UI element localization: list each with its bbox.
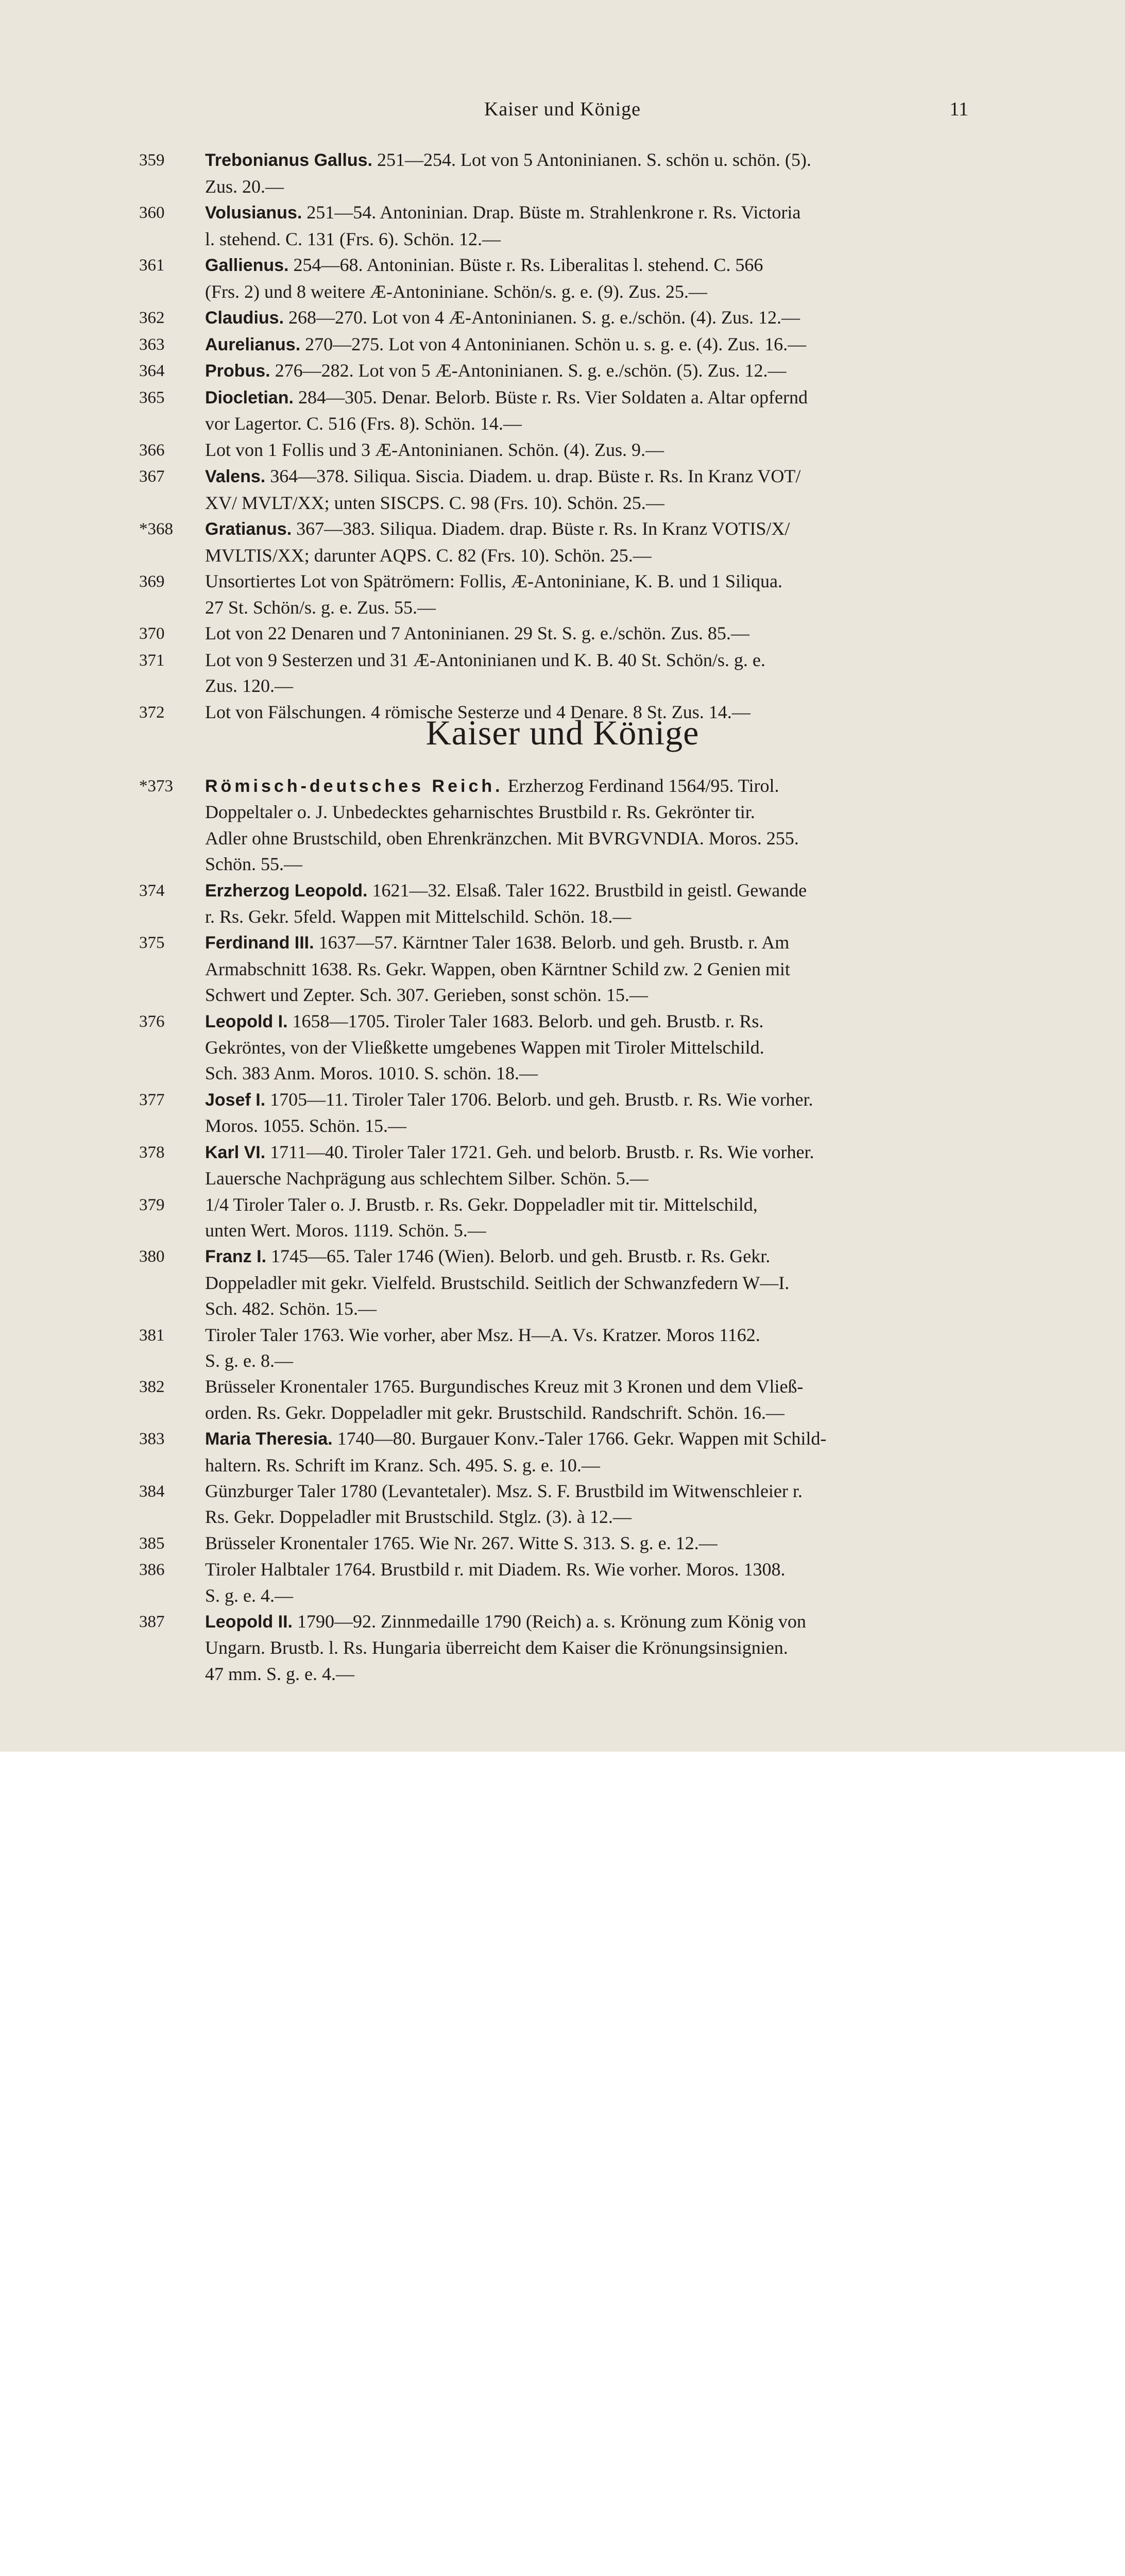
lot-description [205, 929, 953, 1008]
ruler-heading: Leopold II. [205, 1612, 293, 1632]
description-text: 1/4 Tiroler Taler o. J. Brustb. r. Rs. Gekr. Doppeladler mit tir. Mittelschild, [205, 1194, 758, 1215]
description-text: 276—282. Lot von 5 Æ-Antoninianen. S. g. e./schön. (5). Zus. 12.— [275, 360, 787, 381]
catalog-entries-before-section [139, 147, 953, 725]
description-text: Lot von 22 Denaren und 7 Antoninianen. 29 St. S. g. e./schön. Zus. 85.— [205, 623, 749, 643]
description-line [205, 1008, 953, 1035]
lot-entry [139, 1608, 953, 1687]
lot-entry [139, 304, 953, 331]
lot-entry [139, 773, 953, 877]
lot-number: 374 [139, 881, 165, 900]
lot-entry [139, 252, 953, 304]
ruler-heading: Josef I. [205, 1090, 266, 1110]
lot-number: 376 [139, 1012, 165, 1031]
page-number: 11 [949, 98, 968, 120]
lot-entry [139, 358, 953, 384]
description-line: haltern. Rs. Schrift im Kranz. Sch. 495. S. g. e. 10.— [205, 1454, 600, 1476]
description-line: Sch. 482. Schön. 15.— [205, 1298, 377, 1319]
description-line: Sch. 383 Anm. Moros. 1010. S. schön. 18.— [205, 1063, 538, 1084]
description-line [205, 252, 953, 279]
lot-entry [139, 1139, 953, 1192]
ruler-heading: Volusianus. [205, 203, 302, 223]
ruler-heading: Diocletian. [205, 387, 294, 408]
description-line: MVLTIS/XX; darunter AQPS. C. 82 (Frs. 10). Schön. 25.— [205, 545, 652, 566]
description-line [205, 620, 953, 647]
lot-number: 364 [139, 362, 165, 380]
lot-description [205, 384, 953, 437]
description-line [205, 147, 953, 174]
description-line [205, 1087, 953, 1113]
lot-description [205, 1192, 953, 1244]
lot-entry [139, 1192, 953, 1244]
description-text: Tiroler Halbtaler 1764. Brustbild r. mit Diadem. Rs. Wie vorher. Moros. 1308. [205, 1559, 786, 1580]
lot-number: 384 [139, 1482, 165, 1501]
description-line: 47 mm. S. g. e. 4.— [205, 1663, 355, 1684]
lot-entry [139, 331, 953, 358]
lot-number: 382 [139, 1378, 165, 1397]
lot-number: 383 [139, 1430, 165, 1449]
description-line: Adler ohne Brustschild, oben Ehrenkränzchen. Mit BVRGVNDIA. Moros. 255. [205, 827, 799, 849]
lot-entry [139, 620, 953, 647]
description-line [205, 877, 953, 904]
ruler-heading: Gratianus. [205, 519, 292, 539]
ruler-heading: Ferdinand III. [205, 933, 314, 953]
lot-number: 387 [139, 1613, 165, 1631]
description-text: 1658—1705. Tiroler Taler 1683. Belorb. und geh. Brustb. r. Rs. [292, 1010, 764, 1031]
description-text: Brüsseler Kronentaler 1765. Burgundisches Kreuz mit 3 Kronen und dem Vließ- [205, 1376, 804, 1397]
lot-number: 381 [139, 1326, 165, 1345]
lot-entry [139, 1322, 953, 1374]
ruler-heading: Trebonianus Gallus. [205, 150, 372, 170]
description-line [205, 304, 953, 331]
description-line [205, 384, 953, 411]
description-line: Schön. 55.— [205, 854, 302, 875]
description-line: Ungarn. Brustb. l. Rs. Hungaria überreicht dem Kaiser die Krönungsinsignien. [205, 1637, 788, 1658]
description-line: XV/ MVLT/XX; unten SISCPS. C. 98 (Frs. 10). Schön. 25.— [205, 492, 664, 513]
description-line [205, 437, 953, 463]
lot-description [205, 516, 953, 568]
ruler-heading: Claudius. [205, 308, 284, 328]
ruler-heading: Gallienus. [205, 256, 289, 275]
description-text: 1621—32. Elsaß. Taler 1622. Brustbild in geistl. Gewande [372, 879, 807, 901]
description-text: 1740—80. Burgauer Konv.-Taler 1766. Gekr. Wappen mit Schild- [337, 1428, 827, 1449]
lot-number: 380 [139, 1247, 165, 1266]
description-line: orden. Rs. Gekr. Doppeladler mit gekr. Brustschild. Randschrift. Schön. 16.— [205, 1402, 785, 1423]
ruler-heading: Leopold I. [205, 1011, 288, 1031]
lot-description [205, 1322, 953, 1374]
lot-description [205, 437, 953, 463]
description-line [205, 1556, 953, 1582]
description-line: Schwert und Zepter. Sch. 307. Gerieben, sonst schön. 15.— [205, 985, 648, 1006]
ruler-heading: Römisch-deutsches Reich. [205, 776, 503, 796]
lot-entry [139, 568, 953, 620]
lot-entry [139, 1478, 953, 1530]
description-line [205, 1426, 953, 1452]
lot-number: *368 [139, 520, 173, 538]
description-line [205, 1478, 953, 1504]
description-text: 284—305. Denar. Belorb. Büste r. Rs. Vier Soldaten a. Altar opfernd [298, 386, 808, 408]
description-line [205, 568, 953, 595]
description-text: 364—378. Siliqua. Siscia. Diadem. u. drap. Büste r. Rs. In Kranz VOT/ [270, 466, 801, 486]
description-line [205, 1243, 953, 1269]
lot-description [205, 877, 953, 930]
description-line: r. Rs. Gekr. 5feld. Wappen mit Mittelschild. Schön. 18.— [205, 906, 632, 927]
lot-number: 365 [139, 388, 165, 407]
description-line: Lauersche Nachprägung aus schlechtem Silber. Schön. 5.— [205, 1168, 649, 1189]
description-line: Gekröntes, von der Vließkette umgebenes Wappen mit Tiroler Mittelschild. [205, 1037, 764, 1058]
lot-description [205, 568, 953, 620]
description-line [205, 199, 953, 226]
description-text: 1705—11. Tiroler Taler 1706. Belorb. und geh. Brustb. r. Rs. Wie vorher. [270, 1089, 813, 1110]
description-text: 1745—65. Taler 1746 (Wien). Belorb. und geh. Brustb. r. Rs. Gekr. [271, 1246, 771, 1267]
lot-entry [139, 1530, 953, 1556]
description-line [205, 516, 953, 543]
lot-description [205, 647, 953, 699]
digitization-footer [0, 1752, 1125, 1840]
lot-number: *373 [139, 777, 173, 795]
lot-description [205, 252, 953, 304]
description-line: Zus. 120.— [205, 675, 293, 696]
lot-number: 362 [139, 309, 165, 327]
lot-description [205, 1608, 953, 1687]
description-text: 1637—57. Kärntner Taler 1638. Belorb. und geh. Brustb. r. Am [318, 932, 790, 953]
description-line: Armabschnitt 1638. Rs. Gekr. Wappen, oben Kärntner Schild zw. 2 Genien mit [205, 958, 790, 979]
lot-entry [139, 929, 953, 1008]
description-line: Moros. 1055. Schön. 15.— [205, 1115, 407, 1137]
ruler-heading: Maria Theresia. [205, 1429, 333, 1449]
lot-description [205, 304, 953, 331]
lot-number: 367 [139, 467, 165, 486]
lot-description [205, 1556, 953, 1608]
lot-number: 370 [139, 624, 165, 643]
lot-number: 371 [139, 651, 165, 670]
description-line: l. stehend. C. 131 (Frs. 6). Schön. 12.— [205, 228, 501, 249]
lot-entry [139, 199, 953, 252]
description-text: Tiroler Taler 1763. Wie vorher, aber Msz. H—A. Vs. Kratzer. Moros 1162. [205, 1324, 760, 1345]
lot-description [205, 1008, 953, 1087]
lot-number: 363 [139, 335, 165, 354]
description-text: Brüsseler Kronentaler 1765. Wie Nr. 267. Witte S. 313. S. g. e. 12.— [205, 1532, 718, 1553]
catalog-entries-after-section [139, 773, 953, 1687]
description-text: 367—383. Siliqua. Diadem. drap. Büste r. Rs. In Kranz VOTIS/X/ [296, 518, 790, 539]
lot-description [205, 1478, 953, 1530]
lot-number: 385 [139, 1534, 165, 1553]
description-line [205, 1530, 953, 1556]
lot-entry [139, 1556, 953, 1608]
lot-number: 372 [139, 703, 165, 722]
lot-entry [139, 1426, 953, 1478]
ruler-heading: Karl VI. [205, 1142, 266, 1162]
lot-entry [139, 1008, 953, 1087]
description-line [205, 647, 953, 673]
lot-entry [139, 437, 953, 464]
description-line: Rs. Gekr. Doppeladler mit Brustschild. Stglz. (3). à 12.— [205, 1506, 632, 1528]
lot-entry [139, 1374, 953, 1426]
lot-entry [139, 147, 953, 199]
lot-number: 361 [139, 256, 165, 275]
description-line: S. g. e. 4.— [205, 1585, 293, 1606]
lot-number: 369 [139, 572, 165, 591]
lot-number: 360 [139, 204, 165, 222]
description-text: 251—254. Lot von 5 Antoninianen. S. schön u. schön. (5). [377, 149, 811, 170]
description-line [205, 1322, 953, 1348]
lot-entry [139, 1243, 953, 1321]
description-text: 251—54. Antoninian. Drap. Büste m. Strahlenkrone r. Rs. Victoria [306, 202, 801, 223]
lot-entry [139, 1087, 953, 1139]
lot-number: 386 [139, 1561, 165, 1580]
description-line [205, 463, 953, 490]
description-text: Erzherzog Ferdinand 1564/95. Tirol. [507, 775, 779, 796]
description-text: Lot von Fälschungen. 4 römische Sesterze und 4 Denare. 8 St. Zus. 14.— [205, 701, 751, 722]
description-line: (Frs. 2) und 8 weitere Æ-Antoniniane. Schön/s. g. e. (9). Zus. 25.— [205, 281, 707, 302]
lot-description [205, 1426, 953, 1478]
description-text: 254—68. Antoninian. Büste r. Rs. Liberalitas l. stehend. C. 566 [293, 255, 763, 275]
lot-number: 359 [139, 151, 165, 170]
description-text: Unsortiertes Lot von Spätrömern: Follis, Æ-Antoniniane, K. B. und 1 Siliqua. [205, 571, 782, 591]
lot-number: 377 [139, 1090, 165, 1109]
description-line [205, 1139, 953, 1165]
ruler-heading: Erzherzog Leopold. [205, 880, 368, 901]
lot-number: 378 [139, 1143, 165, 1162]
lot-entry [139, 877, 953, 930]
description-line: Zus. 20.— [205, 176, 284, 197]
lot-description [205, 463, 953, 516]
description-text: 268—270. Lot von 4 Æ-Antoninianen. S. g. e./schön. (4). Zus. 12.— [288, 307, 800, 328]
lot-entry [139, 516, 953, 568]
description-line [205, 1192, 953, 1217]
ruler-heading: Probus. [205, 361, 270, 381]
lot-number: 366 [139, 440, 165, 460]
description-line [205, 331, 953, 358]
description-line [205, 358, 953, 384]
lot-description [205, 1243, 953, 1321]
description-line [205, 1374, 953, 1399]
description-text: Lot von 9 Sesterzen und 31 Æ-Antoninianen und K. B. 40 St. Schön/s. g. e. [205, 649, 765, 670]
lot-description [205, 620, 953, 647]
lot-entry [139, 463, 953, 516]
lot-description [205, 331, 953, 358]
lot-description [205, 1530, 953, 1556]
ruler-heading: Valens. [205, 467, 266, 486]
lot-description [205, 199, 953, 252]
running-head: Kaiser und Könige [484, 98, 641, 120]
ruler-heading: Franz I. [205, 1247, 267, 1267]
lot-description [205, 1087, 953, 1139]
lot-number: 379 [139, 1195, 165, 1214]
lot-description [205, 1139, 953, 1192]
description-line [205, 1608, 953, 1635]
description-line: 27 St. Schön/s. g. e. Zus. 55.— [205, 597, 436, 618]
description-line [205, 929, 953, 956]
description-line: vor Lagertor. C. 516 (Frs. 8). Schön. 14.— [205, 413, 522, 434]
lot-entry [139, 384, 953, 437]
lot-entry [139, 647, 953, 699]
section-title: Kaiser und Könige [425, 713, 700, 752]
description-line [205, 773, 953, 799]
lot-description [205, 773, 953, 877]
description-text: Lot von 1 Follis und 3 Æ-Antoninianen. Schön. (4). Zus. 9.— [205, 439, 664, 460]
lot-description [205, 358, 953, 384]
description-text: 270—275. Lot von 4 Antoninianen. Schön u. s. g. e. (4). Zus. 16.— [305, 333, 807, 354]
lot-number: 375 [139, 934, 165, 953]
description-line: Doppeltaler o. J. Unbedecktes geharnischtes Brustbild r. Rs. Gekrönter tir. [205, 802, 755, 823]
description-line: unten Wert. Moros. 1119. Schön. 5.— [205, 1219, 486, 1241]
ruler-heading: Aurelianus. [205, 334, 301, 354]
description-line: Doppeladler mit gekr. Vielfeld. Brustschild. Seitlich der Schwanzfedern W—I. [205, 1272, 790, 1293]
lot-description [205, 1374, 953, 1426]
description-text: 1790—92. Zinnmedaille 1790 (Reich) a. s. Krönung zum König von [297, 1611, 806, 1632]
lot-description [205, 147, 953, 199]
description-text: Günzburger Taler 1780 (Levantetaler). Msz. S. F. Brustbild im Witwenschleier r. [205, 1480, 803, 1501]
description-line: S. g. e. 8.— [205, 1350, 293, 1371]
description-text: 1711—40. Tiroler Taler 1721. Geh. und belorb. Brustb. r. Rs. Wie vorher. [270, 1141, 814, 1162]
